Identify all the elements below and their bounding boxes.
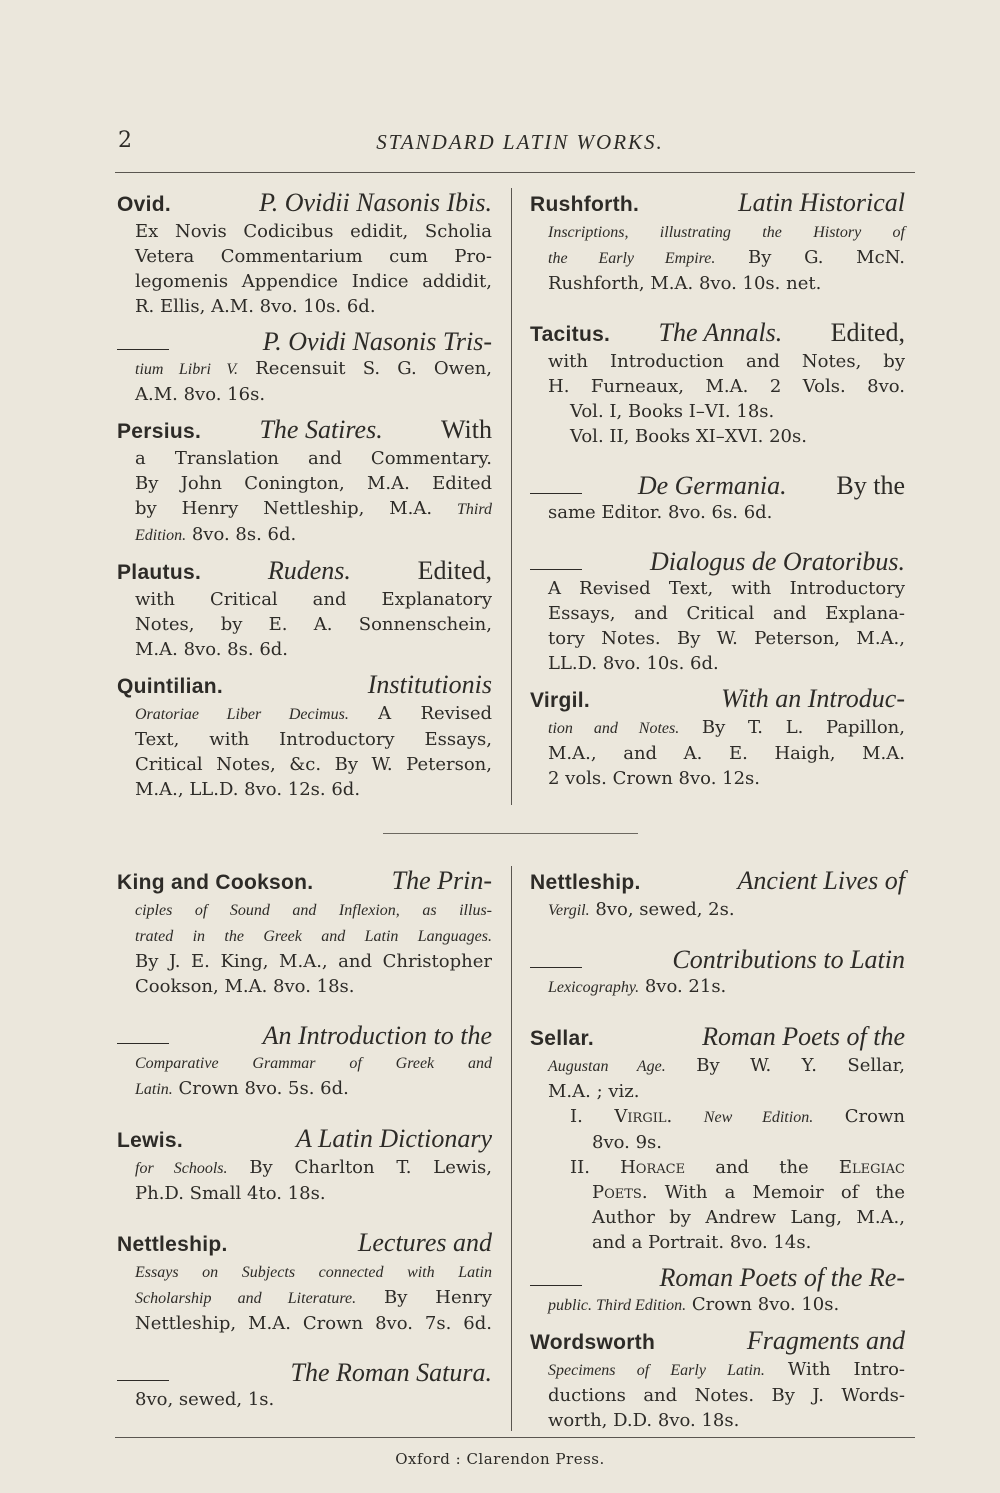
author-name: Sellar. xyxy=(530,1027,594,1050)
entry-line: R. Ellis, A.M. 8vo. 10s. 6d. xyxy=(135,296,376,317)
author-name: Quintilian. xyxy=(117,675,223,698)
entry-quintilian xyxy=(117,670,492,802)
entry-king-cookson xyxy=(117,866,492,999)
top-left-column xyxy=(117,188,492,810)
entry-line: Essays, and Critical and Explana- xyxy=(548,603,905,624)
entry-line: Nettleship, M.A. Crown 8vo. 7s. 6d. xyxy=(135,1313,492,1334)
entry-line: tory Notes. By W. Peterson, M.A., xyxy=(548,628,905,649)
book-title: ciples of Sound and Inflexion, as illus- xyxy=(135,902,492,919)
book-title: the Early Empire. xyxy=(548,250,716,267)
entry-line: M.A., LL.D. 8vo. 12s. 6d. xyxy=(135,779,361,800)
book-title: De Germania. xyxy=(637,471,787,500)
entry-line: By W. Y. Sellar, xyxy=(696,1055,905,1076)
top-right-column xyxy=(530,188,905,799)
ditto-dash xyxy=(530,967,582,968)
running-title: STANDARD LATIN WORKS. xyxy=(376,130,664,154)
entry-tacitus-annals xyxy=(530,318,905,449)
volume-number: I. xyxy=(570,1106,583,1127)
volume-name: Elegiac xyxy=(838,1157,905,1178)
author-name: Lewis. xyxy=(117,1129,183,1152)
entry-line: With a Memoir of the xyxy=(664,1182,905,1203)
book-title: With an Introduc- xyxy=(721,684,905,713)
publisher-imprint: Oxford : Clarendon Press. xyxy=(395,1450,605,1468)
entry-sellar xyxy=(530,1022,905,1255)
entry-line: with Critical and Explanatory xyxy=(135,589,492,610)
ditto-dash xyxy=(530,1285,582,1286)
book-title: Specimens of Early Latin. xyxy=(548,1362,765,1379)
entry-line: M.A., and A. E. Haigh, M.A. xyxy=(548,743,905,764)
author-name: Plautus. xyxy=(117,561,202,584)
entry-line: and a Portrait. 8vo. 14s. xyxy=(592,1232,812,1253)
book-title: Inscriptions, illustrating the History of xyxy=(548,224,905,241)
author-name: King and Cookson. xyxy=(117,871,314,894)
entry-line: and the xyxy=(715,1157,809,1178)
book-title: Rudens. xyxy=(267,556,351,585)
book-title: public. Third Edition. xyxy=(548,1297,687,1314)
book-title: Dialogus de Oratoribus. xyxy=(650,547,905,576)
book-title: Comparative Grammar of Greek and xyxy=(135,1055,492,1072)
book-title: Latin Historical xyxy=(738,188,905,217)
book-title: The Annals. xyxy=(658,318,783,347)
book-title: tion and Notes. xyxy=(548,720,680,737)
entry-line: By Henry xyxy=(383,1287,492,1308)
entry-line: 8vo. 8s. 6d. xyxy=(191,524,297,545)
entry-text: Edited, xyxy=(830,318,905,347)
entry-lewis xyxy=(117,1124,492,1206)
ditto-dash xyxy=(117,1380,169,1381)
entry-line: Notes, by E. A. Sonnenschein, xyxy=(135,614,492,635)
entry-line: 8vo. 21s. xyxy=(644,976,727,997)
book-title: Ancient Lives of xyxy=(737,866,905,895)
entry-line: legomenis Appendice Indice addidit, xyxy=(135,271,492,292)
entry-line: Vetera Commentarium cum Pro- xyxy=(135,246,492,267)
entry-line: By T. L. Papillon, xyxy=(701,717,905,738)
entry-text: By the xyxy=(836,471,905,500)
entry-nettleship-lectures xyxy=(117,1228,492,1336)
entry-line: Vol. I, Books I–VI. 18s. xyxy=(570,401,775,422)
entry-line: Recensuit S. G. Owen, xyxy=(255,358,492,379)
author-name: Rushforth. xyxy=(530,193,640,216)
entry-line: H. Furneaux, M.A. 2 Vols. 8vo. xyxy=(548,376,905,397)
entry-line: 8vo, sewed, 2s. xyxy=(595,899,735,920)
book-title: The Prin- xyxy=(391,866,492,895)
entry-line: 2 vols. Crown 8vo. 12s. xyxy=(548,768,761,789)
ditto-dash xyxy=(117,1043,169,1044)
book-title: Institutionis xyxy=(367,670,492,699)
entry-line: a Translation and Commentary. xyxy=(135,448,492,469)
entry-line: ductions and Notes. By J. Words- xyxy=(548,1385,905,1406)
author-name: Tacitus. xyxy=(530,323,611,346)
entry-nettleship-contributions xyxy=(530,945,905,1000)
footer-rule xyxy=(115,1437,915,1438)
book-title: P. Ovidii Nasonis Ibis. xyxy=(259,188,492,217)
book-title: Augustan Age. xyxy=(548,1058,666,1075)
entry-line: By Charlton T. Lewis, xyxy=(249,1157,492,1178)
entry-ovid-ibis xyxy=(117,188,492,319)
entry-rushforth xyxy=(530,188,905,296)
entry-ovid-tristia xyxy=(117,327,492,407)
entry-line: By J. E. King, M.A., and Christopher xyxy=(135,951,492,972)
entry-line: Critical Notes, &c. By W. Peterson, xyxy=(135,754,492,775)
entry-line: Crown xyxy=(844,1106,905,1127)
author-name: Ovid. xyxy=(117,193,172,216)
edition-note: Third xyxy=(457,501,492,518)
entry-line: A Revised Text, with Introductory xyxy=(548,578,905,599)
book-title: P. Ovidi Nasonis Tris- xyxy=(262,327,492,356)
entry-tacitus-dialogus xyxy=(530,547,905,676)
book-title: The Roman Satura. xyxy=(290,1358,492,1387)
entry-line: LL.D. 8vo. 10s. 6d. xyxy=(548,653,719,674)
entry-virgil xyxy=(530,684,905,791)
book-title: Vergil. xyxy=(548,902,590,919)
book-title: Lexicography. xyxy=(548,979,640,996)
book-title: Contributions to Latin xyxy=(672,945,905,974)
entry-nettleship-vergil xyxy=(530,866,905,923)
entry-line: Ex Novis Codicibus edidit, Scholia xyxy=(135,221,492,242)
book-title: Lectures and xyxy=(357,1228,492,1257)
entry-line: With Intro- xyxy=(787,1359,905,1380)
bottom-right-column xyxy=(530,866,905,1441)
entry-line: with Introduction and Notes, by xyxy=(548,351,905,372)
entry-line: M.A. 8vo. 8s. 6d. xyxy=(135,639,289,660)
entry-line: 8vo. 9s. xyxy=(592,1132,662,1153)
book-title: for Schools. xyxy=(135,1160,228,1177)
entry-line: By John Conington, M.A. Edited xyxy=(135,473,492,494)
entry-line: Crown 8vo. 10s. xyxy=(691,1294,840,1315)
book-title: An Introduction to the xyxy=(262,1021,492,1050)
entry-line: Ph.D. Small 4to. 18s. xyxy=(135,1183,326,1204)
volume-number: II. xyxy=(570,1157,590,1178)
author-name: Nettleship. xyxy=(117,1233,228,1256)
volume-name: Virgil. xyxy=(614,1106,673,1127)
edition-note: New Edition. xyxy=(703,1109,814,1126)
entry-line: A Revised xyxy=(378,703,492,724)
author-name: Persius. xyxy=(117,420,202,443)
book-title: A Latin Dictionary xyxy=(296,1124,492,1153)
entry-plautus xyxy=(117,556,492,662)
section-rule xyxy=(383,833,638,834)
page-number: 2 xyxy=(118,128,132,153)
book-title: trated in the Greek and Latin Languages. xyxy=(135,928,492,945)
book-title: Roman Poets of the Re- xyxy=(659,1263,905,1292)
entry-line: worth, D.D. 8vo. 18s. xyxy=(548,1410,740,1431)
entry-persius xyxy=(117,415,492,548)
column-divider xyxy=(511,866,512,1431)
header-rule xyxy=(115,172,915,173)
book-title: Roman Poets of the xyxy=(702,1022,905,1051)
book-title: Scholarship and Literature. xyxy=(135,1290,357,1307)
entry-line: by Henry Nettleship, M.A. xyxy=(135,498,433,519)
volume-name: Horace xyxy=(620,1157,686,1178)
bottom-left-column xyxy=(117,866,492,1420)
entry-line: Text, with Introductory Essays, xyxy=(135,729,492,750)
entry-line: Author by Andrew Lang, M.A., xyxy=(592,1207,905,1228)
entry-line: M.A. ; viz. xyxy=(548,1081,640,1102)
book-title: Fragments and xyxy=(746,1326,905,1355)
entry-king-introduction xyxy=(117,1021,492,1102)
book-title: tium Libri V. xyxy=(135,361,239,378)
entry-line: Vol. II, Books XI–XVI. 20s. xyxy=(570,426,807,447)
ditto-dash xyxy=(117,349,169,350)
edition-note: Edition. xyxy=(135,527,187,544)
entry-line: same Editor. 8vo. 6s. 6d. xyxy=(548,502,773,523)
book-title: Latin. xyxy=(135,1081,173,1098)
entry-tacitus-germania xyxy=(530,471,905,525)
entry-line: A.M. 8vo. 16s. xyxy=(135,384,266,405)
entry-line: Crown 8vo. 5s. 6d. xyxy=(178,1078,349,1099)
entry-sellar-republic xyxy=(530,1263,905,1318)
author-name: Nettleship. xyxy=(530,871,641,894)
author-name: Wordsworth xyxy=(530,1331,656,1354)
book-title: Oratoriae Liber Decimus. xyxy=(135,706,349,723)
entry-line: By G. McN. xyxy=(748,247,905,268)
entry-text: Edited, xyxy=(417,556,492,585)
volume-name: Poets. xyxy=(592,1182,648,1203)
ditto-dash xyxy=(530,569,582,570)
book-title: The Satires. xyxy=(259,415,383,444)
entry-line: Rushforth, M.A. 8vo. 10s. net. xyxy=(548,273,822,294)
entry-nettleship-satura xyxy=(117,1358,492,1412)
ditto-dash xyxy=(530,493,582,494)
entry-line: 8vo, sewed, 1s. xyxy=(135,1389,275,1410)
entry-text: With xyxy=(441,415,492,444)
entry-wordsworth xyxy=(530,1326,905,1433)
entry-line: Cookson, M.A. 8vo. 18s. xyxy=(135,976,355,997)
column-divider xyxy=(511,188,512,805)
author-name: Virgil. xyxy=(530,689,591,712)
book-title: Essays on Subjects connected with Latin xyxy=(135,1264,492,1281)
